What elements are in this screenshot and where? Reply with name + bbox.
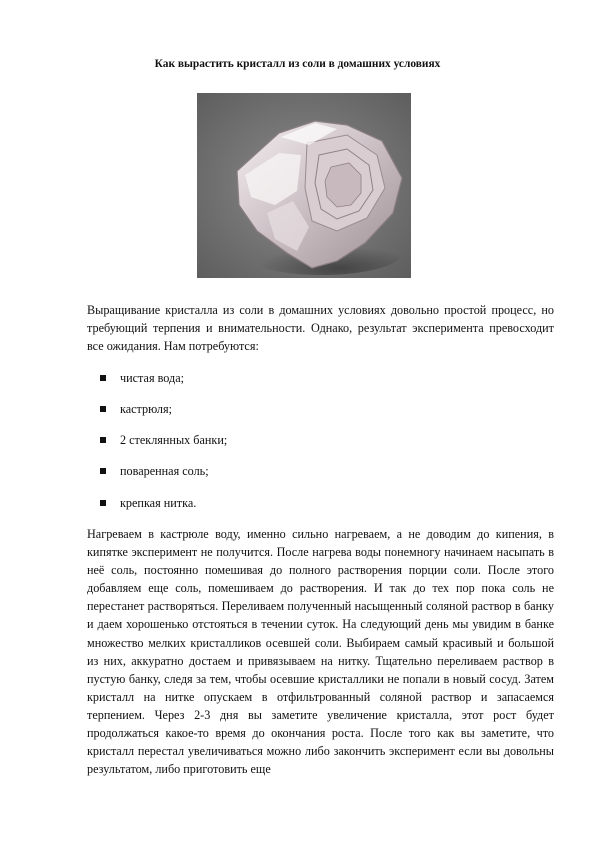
intro-paragraph: Выращивание кристалла из соли в домашних условиях довольно простой процесс, но требующий терпения и внимательности. Однако, результат эксперимента превосходит все ожидания. Нам потребуются: — [87, 303, 554, 354]
list-item-text: поваренная соль; — [120, 464, 209, 478]
list-item — [100, 432, 227, 448]
square-bullet-icon — [100, 437, 106, 443]
list-item — [100, 370, 184, 386]
square-bullet-icon — [100, 375, 106, 381]
crystal-photo — [197, 93, 411, 278]
list-item-text: кастрюля; — [120, 402, 172, 416]
list-item-text: чистая вода; — [120, 371, 185, 385]
page-title: Как вырастить кристалл из соли в домашних условиях — [154, 58, 441, 70]
instructions-paragraph: Нагреваем в кастрюле воду, именно сильно нагреваем, а не доводим до кипения, в кипятке эксперимент не получится. После нагрева воды понемногу начинаем насыпать в неё соль, постоянно помешивая до полного растворения порции соли. После этого добавляем еще соль, помешиваем до растворения. И так до тех пор пока соль не перестанет растворяться. Переливаем полученный насыщенный соляной раствор в банку и даем хорошенько отстояться в течении суток. На следующий день мы увидим в банке множество мелких кристалликов осевшей соли. Выбираем самый красивый и большой из них, аккуратно достаем и привязываем на нитку. Тщательно переливаем раствор в пустую банку, следя за тем, чтобы осевшие кристаллики не попали в новый сосуд. Затем кристалл на нитке опускаем в отфильтрованный соляной раствор и запасаемся терпением. Через 2-3 дня вы заметите увеличение кристалла, этот рост будет продолжаться какое-то время до окончания роста. После того как вы заметите, что кристалл перестал увеличиваться можно либо закончить эксперимент если вы довольны результатом, либо приготовить еще — [87, 527, 554, 777]
square-bullet-icon — [100, 500, 106, 506]
list-item — [100, 463, 209, 479]
square-bullet-icon — [100, 406, 106, 412]
square-bullet-icon — [100, 468, 106, 474]
list-item — [100, 495, 196, 511]
list-item — [100, 401, 172, 417]
list-item-text: 2 стеклянных банки; — [120, 433, 228, 447]
list-item-text: крепкая нитка. — [120, 496, 197, 510]
